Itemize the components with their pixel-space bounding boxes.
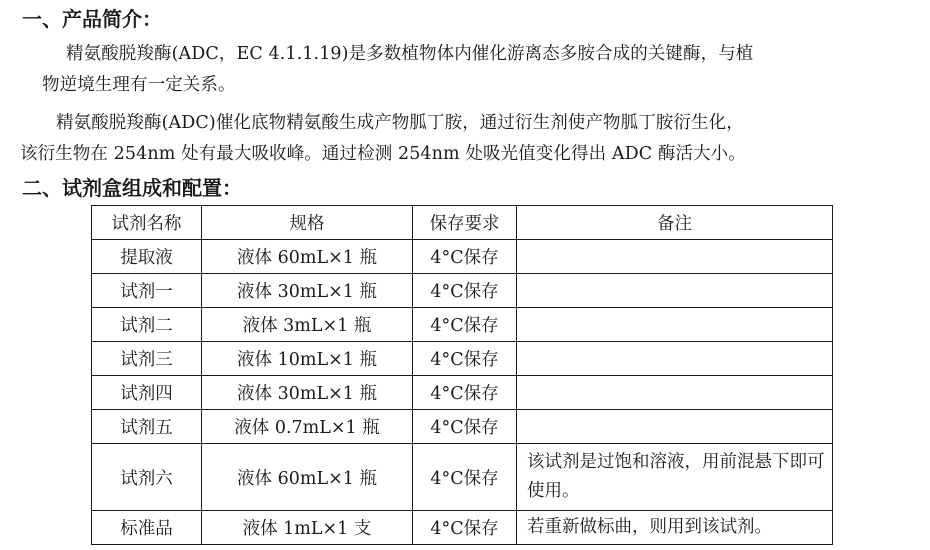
section-heading-kit-composition: 二、试剂盒组成和配置： (22, 176, 242, 200)
cell-storage: 4°C保存 (413, 444, 517, 511)
header-specification: 规格 (202, 206, 413, 240)
intro-paragraph-2-line-1: 精氨酸脱羧酶(ADC)催化底物精氨酸生成产物胍丁胺，通过衍生剂使产物胍丁胺衍生化， (56, 113, 744, 133)
cell-name: 试剂六 (92, 444, 202, 511)
cell-name: 提取液 (92, 240, 202, 274)
cell-storage: 4°C保存 (413, 308, 517, 342)
table-header-row (92, 206, 833, 240)
intro-paragraph-1 (42, 39, 912, 101)
cell-spec: 液体 60mL×1 瓶 (202, 444, 413, 511)
cell-spec: 液体 30mL×1 瓶 (202, 274, 413, 308)
cell-storage: 4°C保存 (413, 511, 517, 545)
cell-storage: 4°C保存 (413, 410, 517, 444)
cell-storage: 4°C保存 (413, 342, 517, 376)
cell-name: 标准品 (92, 511, 202, 545)
cell-name: 试剂三 (92, 342, 202, 376)
cell-note (517, 240, 833, 274)
table-row (92, 376, 833, 410)
header-storage: 保存要求 (413, 206, 517, 240)
table-row (92, 274, 833, 308)
cell-spec: 液体 1mL×1 支 (202, 511, 413, 545)
table-row (92, 410, 833, 444)
header-remarks: 备注 (517, 206, 833, 240)
cell-spec: 液体 30mL×1 瓶 (202, 376, 413, 410)
cell-note (517, 274, 833, 308)
cell-storage: 4°C保存 (413, 240, 517, 274)
cell-name: 试剂二 (92, 308, 202, 342)
cell-storage: 4°C保存 (413, 274, 517, 308)
cell-note: 该试剂是过饱和溶液，用前混悬下即可使用。 (517, 444, 833, 511)
table-row (92, 308, 833, 342)
cell-note (517, 342, 833, 376)
table-row (92, 342, 833, 376)
intro-paragraph-2 (20, 108, 912, 170)
intro-paragraph-1-line-2: 物逆境生理有一定关系。 (42, 75, 236, 95)
cell-note (517, 376, 833, 410)
table-row (92, 511, 833, 545)
reagent-table (91, 205, 833, 545)
cell-spec: 液体 10mL×1 瓶 (202, 342, 413, 376)
cell-name: 试剂四 (92, 376, 202, 410)
cell-note (517, 410, 833, 444)
cell-spec: 液体 0.7mL×1 瓶 (202, 410, 413, 444)
section-heading-product-intro: 一、产品简介： (22, 7, 162, 31)
table-row (92, 240, 833, 274)
cell-name: 试剂五 (92, 410, 202, 444)
cell-name: 试剂一 (92, 274, 202, 308)
cell-spec: 液体 3mL×1 瓶 (202, 308, 413, 342)
cell-storage: 4°C保存 (413, 376, 517, 410)
header-reagent-name: 试剂名称 (92, 206, 202, 240)
cell-note (517, 308, 833, 342)
intro-paragraph-1-line-1: 精氨酸脱羧酶(ADC，EC 4.1.1.19)是多数植物体内催化游离态多胺合成的关键酶，与植 (66, 44, 754, 64)
intro-paragraph-2-line-2: 该衍生物在 254nm 处有最大吸收峰。通过检测 254nm 处吸光值变化得出 ADC 酶活大小。 (20, 144, 746, 164)
cell-note: 若重新做标曲，则用到该试剂。 (517, 511, 833, 545)
table-row (92, 444, 833, 511)
cell-spec: 液体 60mL×1 瓶 (202, 240, 413, 274)
